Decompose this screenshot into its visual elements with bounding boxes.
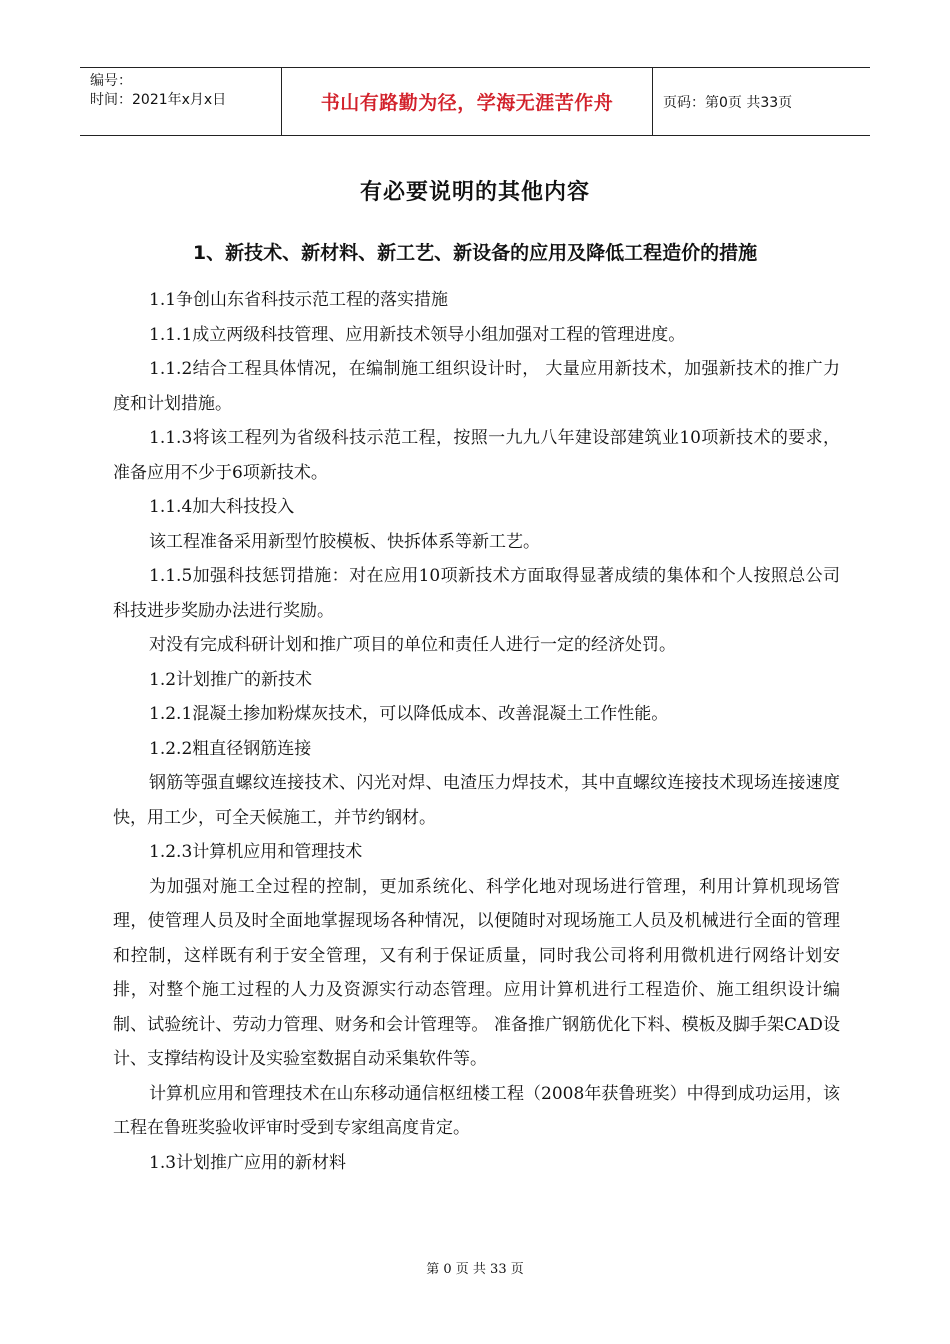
page-info: 页码：第0页 共33页 xyxy=(663,94,793,111)
header-motto-cell xyxy=(281,68,653,135)
paragraph: 1.1争创山东省科技示范工程的落实措施 xyxy=(149,290,449,310)
body-text xyxy=(113,283,840,1180)
paragraph: 1.1.5加强科技惩罚措施：对在应用10项新技术方面取得显著成绩的集体和个人按照总公司科技进步奖励办法进行奖励。 xyxy=(113,566,840,621)
paragraph: 1.2.1混凝土掺加粉煤灰技术，可以降低成本、改善混凝土工作性能。 xyxy=(149,704,669,724)
header-table xyxy=(80,67,870,136)
section-heading: 1、新技术、新材料、新工艺、新设备的应用及降低工程造价的措施 xyxy=(192,242,758,264)
paragraph: 为加强对施工全过程的控制，更加系统化、科学化地对现场进行管理，利用计算机现场管理，使管理人员及时全面地掌握现场各种情况，以便随时对现场施工人员及机械进行全面的管理和控制，这样既有利于安全管理，又有利于保证质量，同时我公司将利用微机进行网络计划安排，对整个施工过程的人力及资源实行动态管理。应用计算机进行工程造价、施工组织设计编制、试验统计、劳动力管理、财务和会计管理等。 准备推广钢筋优化下料、模板及脚手架CAD设计、支撑结构设计及实验室数据自动采集软件等。 xyxy=(113,876,840,1069)
paragraph: 1.2.2粗直径钢筋连接 xyxy=(149,738,312,759)
paragraph: 1.2计划推广的新技术 xyxy=(149,669,313,690)
paragraph: 1.2.3计算机应用和管理技术 xyxy=(149,842,363,862)
paragraph: 1.1.1成立两级科技管理、应用新技术领导小组加强对工程的管理进度。 xyxy=(149,324,686,345)
paragraph: 该工程准备采用新型竹胶模板、快拆体系等新工艺。 xyxy=(149,531,540,552)
page-title: 有必要说明的其他内容 xyxy=(359,180,590,205)
date-label: 时间：2021年x月x日 xyxy=(90,92,227,108)
header-motto: 书山有路勤为径，学海无涯苦作舟 xyxy=(320,92,614,114)
paragraph: 1.1.2结合工程具体情况，在编制施工组织设计时， 大量应用新技术，加强新技术的推广力度和计划措施。 xyxy=(113,359,840,414)
paragraph: 对没有完成科研计划和推广项目的单位和责任人进行一定的经济处罚。 xyxy=(149,635,676,655)
paragraph: 计算机应用和管理技术在山东移动通信枢纽楼工程（2008年获鲁班奖）中得到成功运用，该工程在鲁班奖验收评审时受到专家组高度肯定。 xyxy=(113,1083,840,1138)
paragraph: 1.1.3将该工程列为省级科技示范工程，按照一九九八年建设部建筑业10项新技术的要求，准备应用不少于6项新技术。 xyxy=(113,428,840,483)
paragraph: 1.3计划推广应用的新材料 xyxy=(149,1152,347,1173)
paragraph: 1.1.4加大科技投入 xyxy=(149,497,295,517)
header-page-info-cell xyxy=(653,68,870,135)
paragraph: 钢筋等强直螺纹连接技术、闪光对焊、电渣压力焊技术，其中直螺纹连接技术现场连接速度快，用工少，可全天候施工，并节约钢材。 xyxy=(113,773,840,828)
header-meta xyxy=(80,68,281,135)
page-footer: 第 0 页 共 33 页 xyxy=(426,1262,524,1277)
number-label: 编号： xyxy=(90,73,132,89)
